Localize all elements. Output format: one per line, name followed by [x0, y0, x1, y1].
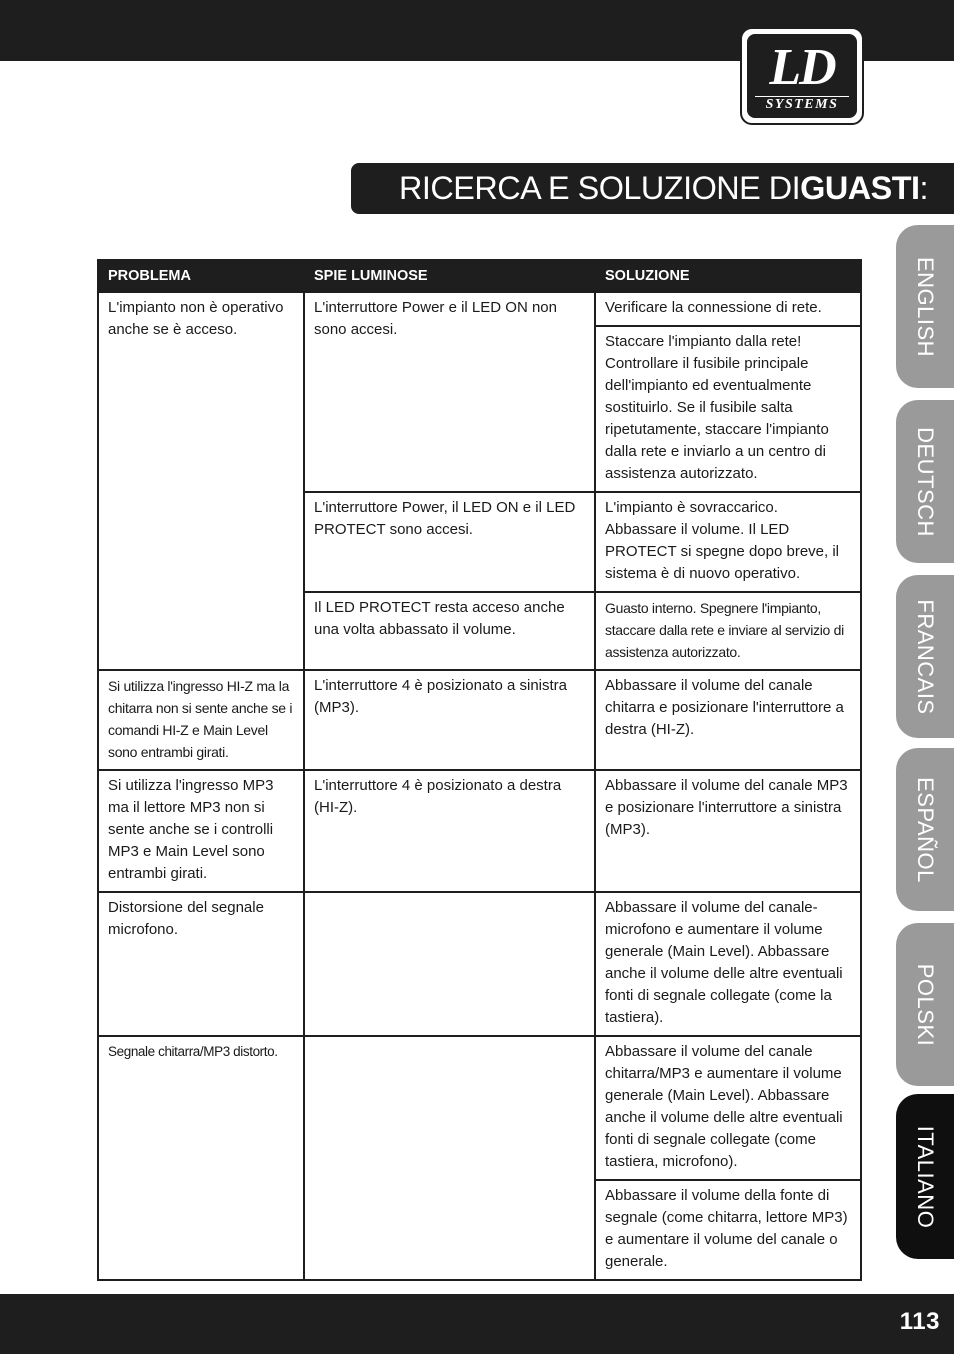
tab-english[interactable] [896, 225, 954, 388]
tab-label: ESPAÑOL [913, 776, 938, 883]
solution-cell: Abbassare il volume del canale chitarra/MP3 e aumentare il volume generale (Main Level). Abbassare anche il volume delle altre eventuali fonti di segnale collegate (come tastiera, microfono). [595, 1036, 861, 1180]
tab-francais[interactable] [896, 575, 954, 738]
tab-italiano[interactable] [896, 1094, 954, 1259]
logo-main-text: LD [769, 39, 835, 96]
table-header-row [98, 260, 861, 292]
problem-cell: Si utilizza l'ingresso HI-Z ma la chitarra non si sente anche se i comandi HI-Z e Main Level sono entrambi girati. [98, 670, 304, 770]
tab-espanol[interactable] [896, 748, 954, 911]
logo-badge [747, 34, 857, 118]
lights-cell: L'interruttore Power, il LED ON e il LED PROTECT sono accesi. [304, 492, 595, 592]
solution-cell: Guasto interno. Spegnere l'impianto, staccare dalla rete e inviare al servizio di assistenza autorizzato. [595, 592, 861, 670]
tab-label: ITALIANO [913, 1125, 938, 1228]
bottom-bar [0, 1294, 954, 1354]
header-problem: PROBLEMA [98, 260, 304, 292]
header-solution: SOLUZIONE [595, 260, 861, 292]
solution-cell: L'impianto è sovraccarico. Abbassare il volume. Il LED PROTECT si spegne dopo breve, il sistema è di nuovo operativo. [595, 492, 861, 592]
tab-deutsch[interactable] [896, 400, 954, 563]
solution-cell: Abbassare il volume del canale-microfono e aumentare il volume generale (Main Level). Abbassare anche il volume delle altre eventuali fonti di segnale collegate (come la tastiera). [595, 892, 861, 1036]
problem-cell: Si utilizza l'ingresso MP3 ma il lettore MP3 non si sente anche se i controlli MP3 e Main Level sono entrambi girati. [98, 770, 304, 892]
lights-cell: L'interruttore 4 è posizionato a sinistra (MP3). [304, 670, 595, 770]
title-bold: GUASTI [800, 170, 920, 206]
lights-cell: Il LED PROTECT resta acceso anche una volta abbassato il volume. [304, 592, 595, 670]
tab-polski[interactable] [896, 923, 954, 1086]
problem-cell: Segnale chitarra/MP3 distorto. [98, 1036, 304, 1280]
page-number: 113 [899, 1308, 940, 1335]
problem-cell: Distorsione del segnale microfono. [98, 892, 304, 1036]
ld-systems-logo [740, 27, 864, 125]
table-row [98, 770, 861, 892]
logo-sub-text: SYSTEMS [755, 96, 849, 113]
solution-cell: Abbassare il volume del canale chitarra e posizionare l'interruttore a destra (HI-Z). [595, 670, 861, 770]
lights-cell [304, 892, 595, 1036]
lights-cell: L'interruttore Power e il LED ON non sono accesi. [304, 292, 595, 492]
tab-label: DEUTSCH [913, 426, 938, 537]
table-row [98, 292, 861, 326]
tab-label: ENGLISH [913, 256, 938, 357]
solution-cell: Abbassare il volume della fonte di segnale (come chitarra, lettore MP3) e aumentare il volume del canale o generale. [595, 1180, 861, 1280]
lights-cell [304, 1036, 595, 1280]
tab-label: POLSKI [913, 963, 938, 1046]
problem-cell: L'impianto non è operativo anche se è acceso. [98, 292, 304, 670]
lights-cell: L'interruttore 4 è posizionato a destra (HI-Z). [304, 770, 595, 892]
page-title [351, 163, 954, 214]
title-suffix: : [919, 170, 929, 206]
troubleshooting-table [97, 259, 862, 1281]
tab-label: FRANCAIS [913, 598, 938, 715]
table-row [98, 1036, 861, 1180]
solution-cell: Staccare l'impianto dalla rete! Controllare il fusibile principale dell'impianto ed eventualmente sostituirlo. Se il fusibile salta ripetutamente, staccare l'impianto dalla rete e inviarlo a un centro di assistenza autorizzato. [595, 326, 861, 492]
header-lights: SPIE LUMINOSE [304, 260, 595, 292]
table-row [98, 670, 861, 770]
title-regular: RICERCA E SOLUZIONE DI [399, 170, 801, 206]
solution-cell: Verificare la connessione di rete. [595, 292, 861, 326]
solution-cell: Abbassare il volume del canale MP3 e posizionare l'interruttore a sinistra (MP3). [595, 770, 861, 892]
table-row [98, 892, 861, 1036]
